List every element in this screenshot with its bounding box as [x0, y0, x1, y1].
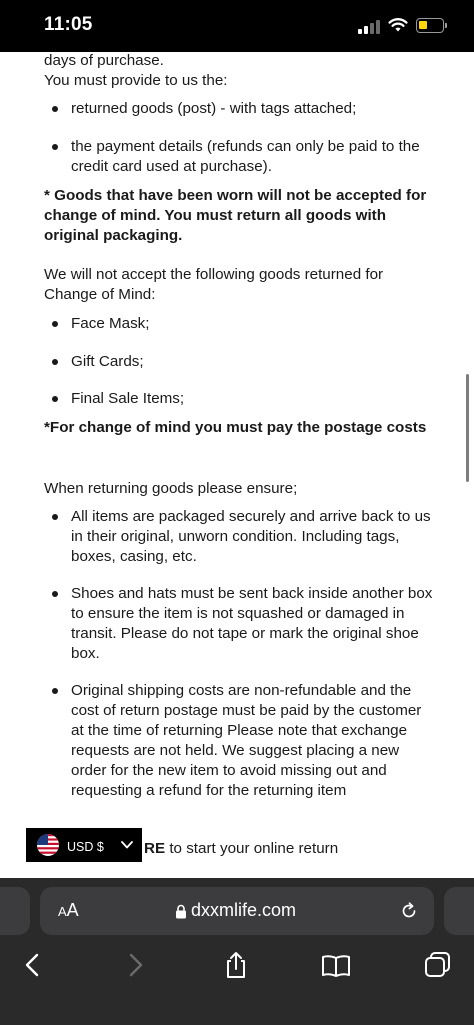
previous-tab-preview[interactable]	[0, 887, 30, 935]
address-bar[interactable]	[40, 887, 434, 935]
list-item-text: Final Sale Items;	[71, 390, 185, 407]
list-item-text: Face Mask;	[71, 315, 150, 332]
bullet-icon	[52, 321, 58, 327]
chevron-down-icon	[120, 839, 134, 851]
bullet-icon	[52, 591, 58, 597]
reader-options-button[interactable]	[58, 900, 79, 921]
share-icon[interactable]	[221, 950, 251, 980]
intro-line-1: days of purchase.	[44, 52, 164, 69]
list-item-text: Shoes and hats must be sent back inside another box to ensure the item is not squashed or damaged in transit. Please do not tape or mark the original shoe box.	[71, 585, 433, 662]
online-return-link[interactable]: RE	[144, 840, 166, 857]
bullet-icon	[52, 688, 58, 694]
list-item-text: All items are packaged securely and arrive back to us in their original, unworn condition. Including tags, boxes, casing, etc.	[71, 508, 431, 565]
us-flag-icon	[37, 834, 59, 856]
bullet-icon	[52, 106, 58, 112]
scrollbar-thumb[interactable]	[466, 374, 469, 482]
bullet-icon	[52, 144, 58, 150]
bookmarks-icon[interactable]	[321, 950, 351, 980]
forward-icon[interactable]	[120, 950, 150, 980]
aa-big-label: A	[66, 900, 79, 920]
not-accept-intro: We will not accept the following goods returned for Change of Mind:	[44, 266, 384, 303]
worn-notice: * Goods that have been worn will not be accepted for change of mind. You must return all goods with original packaging.	[44, 187, 427, 244]
aa-small-label: A	[58, 904, 67, 919]
status-bar	[0, 0, 474, 52]
currency-selector[interactable]	[26, 828, 142, 862]
list-item-text: Gift Cards;	[71, 353, 144, 370]
currency-label: USD $	[67, 840, 104, 854]
browser-toolbar	[0, 878, 474, 1025]
bullet-icon	[52, 514, 58, 520]
tabs-icon[interactable]	[423, 950, 453, 980]
next-tab-preview[interactable]	[444, 887, 474, 935]
wifi-icon	[388, 16, 408, 34]
postage-notice: *For change of mind you must pay the postage costs	[44, 419, 427, 436]
bullet-icon	[52, 359, 58, 365]
online-return-text: to start your online return	[165, 840, 339, 857]
url-text: dxxmlife.com	[191, 900, 297, 920]
online-return-line	[144, 839, 338, 859]
status-time: 11:05	[44, 14, 93, 35]
cellular-signal-icon	[358, 20, 382, 34]
page-content	[0, 52, 474, 878]
battery-level	[419, 21, 427, 29]
lock-icon	[175, 904, 187, 919]
reload-icon[interactable]	[399, 901, 419, 921]
back-icon[interactable]	[18, 950, 48, 980]
list-item-text: Original shipping costs are non-refundable and the cost of return postage must be paid by the customer at the time of returning Please note that exchange requests are not held. We suggest placing a new order for the new item to avoid missing out and requesting a refund for the returning item	[71, 682, 422, 799]
intro-line-2: You must provide to us the:	[44, 72, 228, 89]
battery-icon	[416, 18, 444, 33]
battery-tip	[445, 23, 447, 28]
list-item-text: the payment details (refunds can only be paid to the credit card used at purchase).	[71, 138, 420, 175]
list-item-text: returned goods (post) - with tags attached;	[71, 100, 357, 117]
ensure-intro: When returning goods please ensure;	[44, 480, 298, 497]
bullet-icon	[52, 396, 58, 402]
